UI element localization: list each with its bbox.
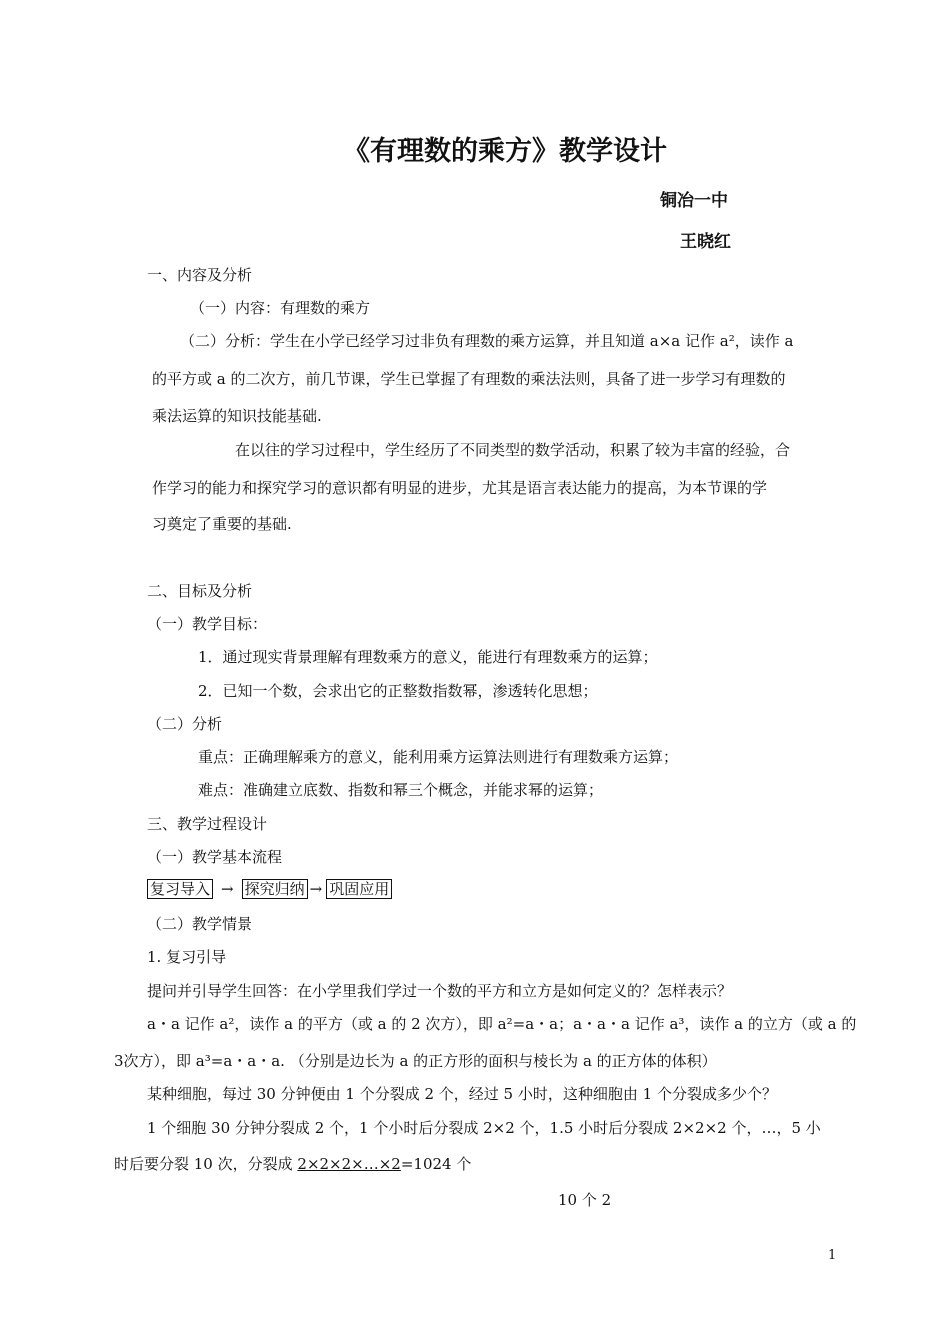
flow-step-apply: 巩固应用 (326, 879, 392, 899)
s2-difficulty: 难点：准确建立底数、指数和幂三个概念，并能求幂的运算； (198, 781, 604, 799)
answer-text: 时后要分裂 10 次，分裂成 (114, 1155, 298, 1173)
s3-cell-question: 某种细胞，每过 30 分钟便由 1 个分裂成 2 个，经过 5 小时，这种细胞由 1 个分裂成多少个？ (147, 1085, 777, 1103)
page-title: 《有理数的乘方》教学设计 (343, 136, 667, 167)
arrow-icon: → (309, 880, 323, 898)
teaching-flow (147, 879, 392, 899)
section-3-heading: 三、教学过程设计 (147, 815, 268, 833)
s3-flow-heading: （一）教学基本流程 (147, 848, 283, 866)
school-name: 铜冶一中 (660, 191, 728, 211)
s2-key-point: 重点：正确理解乘方的意义，能利用乘方运算法则进行有理数乘方运算； (198, 748, 679, 766)
s1-p2-line-3: 习奠定了重要的基础. (152, 515, 292, 533)
section-2-heading: 二、目标及分析 (147, 582, 253, 600)
page-number: 1 (828, 1248, 837, 1263)
s2-goal-heading: （一）教学目标： (147, 615, 268, 633)
s3-cell-answer-line-1: 1 个细胞 30 分钟分裂成 2 个，1 个小时后分裂成 2×2 个，1.5 小时后分裂成 2×2×2 个，…，5 小 (147, 1119, 821, 1137)
s2-analysis-heading: （二）分析 (147, 715, 223, 733)
brace-label: 10 个 2 (558, 1191, 612, 1209)
section-1-heading: 一、内容及分析 (147, 266, 253, 284)
s1-analysis-line-3: 乘法运算的知识技能基础. (152, 407, 322, 425)
s2-goal-2: 2．已知一个数，会求出它的正整数指数幂，渗透转化思想； (198, 682, 598, 700)
flow-step-review: 复习导入 (147, 879, 213, 899)
s1-analysis-line-2: 的平方或 a 的二次方，前几节课，学生已掌握了有理数的乘法法则，具备了进一步学习有理数的 (152, 370, 786, 388)
s1-p2-line-2: 作学习的能力和探究学习的意识都有明显的进步，尤其是语言表达能力的提高，为本节课的学 (152, 479, 768, 497)
s3-definition-line-1: a・a 记作 a²，读作 a 的平方（或 a 的 2 次方），即 a²=a・a；a・a・a 记作 a³，读作 a 的立方（或 a 的 (147, 1015, 857, 1033)
answer-result: =1024 个 (400, 1155, 472, 1173)
s3-definition-line-2: 3次方），即 a³=a・a・a. （分别是边长为 a 的正方形的面积与棱长为 a 的正方体的体积） (114, 1052, 717, 1070)
s3-situation-heading: （二）教学情景 (147, 915, 253, 933)
product-expression: 2×2×2×…×2 (297, 1155, 401, 1173)
s1-analysis-line-1: （二）分析：学生在小学已经学习过非负有理数的乘方运算，并且知道 a×a 记作 a²，读作 a (180, 332, 794, 350)
s3-cell-answer-line-2 (114, 1154, 471, 1174)
s2-goal-1: 1．通过现实背景理解有理数乘方的意义，能进行有理数乘方的运算； (198, 648, 658, 666)
s1-content: （一）内容：有理数的乘方 (190, 299, 371, 317)
flow-step-explore: 探究归纳 (242, 879, 308, 899)
s3-question: 提问并引导学生回答：在小学里我们学过一个数的平方和立方是如何定义的？怎样表示？ (147, 982, 733, 1000)
author-name: 王晓红 (680, 232, 731, 252)
s3-review-heading: 1. 复习引导 (147, 948, 227, 966)
arrow-icon: → (221, 880, 234, 898)
s1-p2-line-1: 在以往的学习过程中，学生经历了不同类型的数学活动，积累了较为丰富的经验，合 (235, 441, 791, 459)
